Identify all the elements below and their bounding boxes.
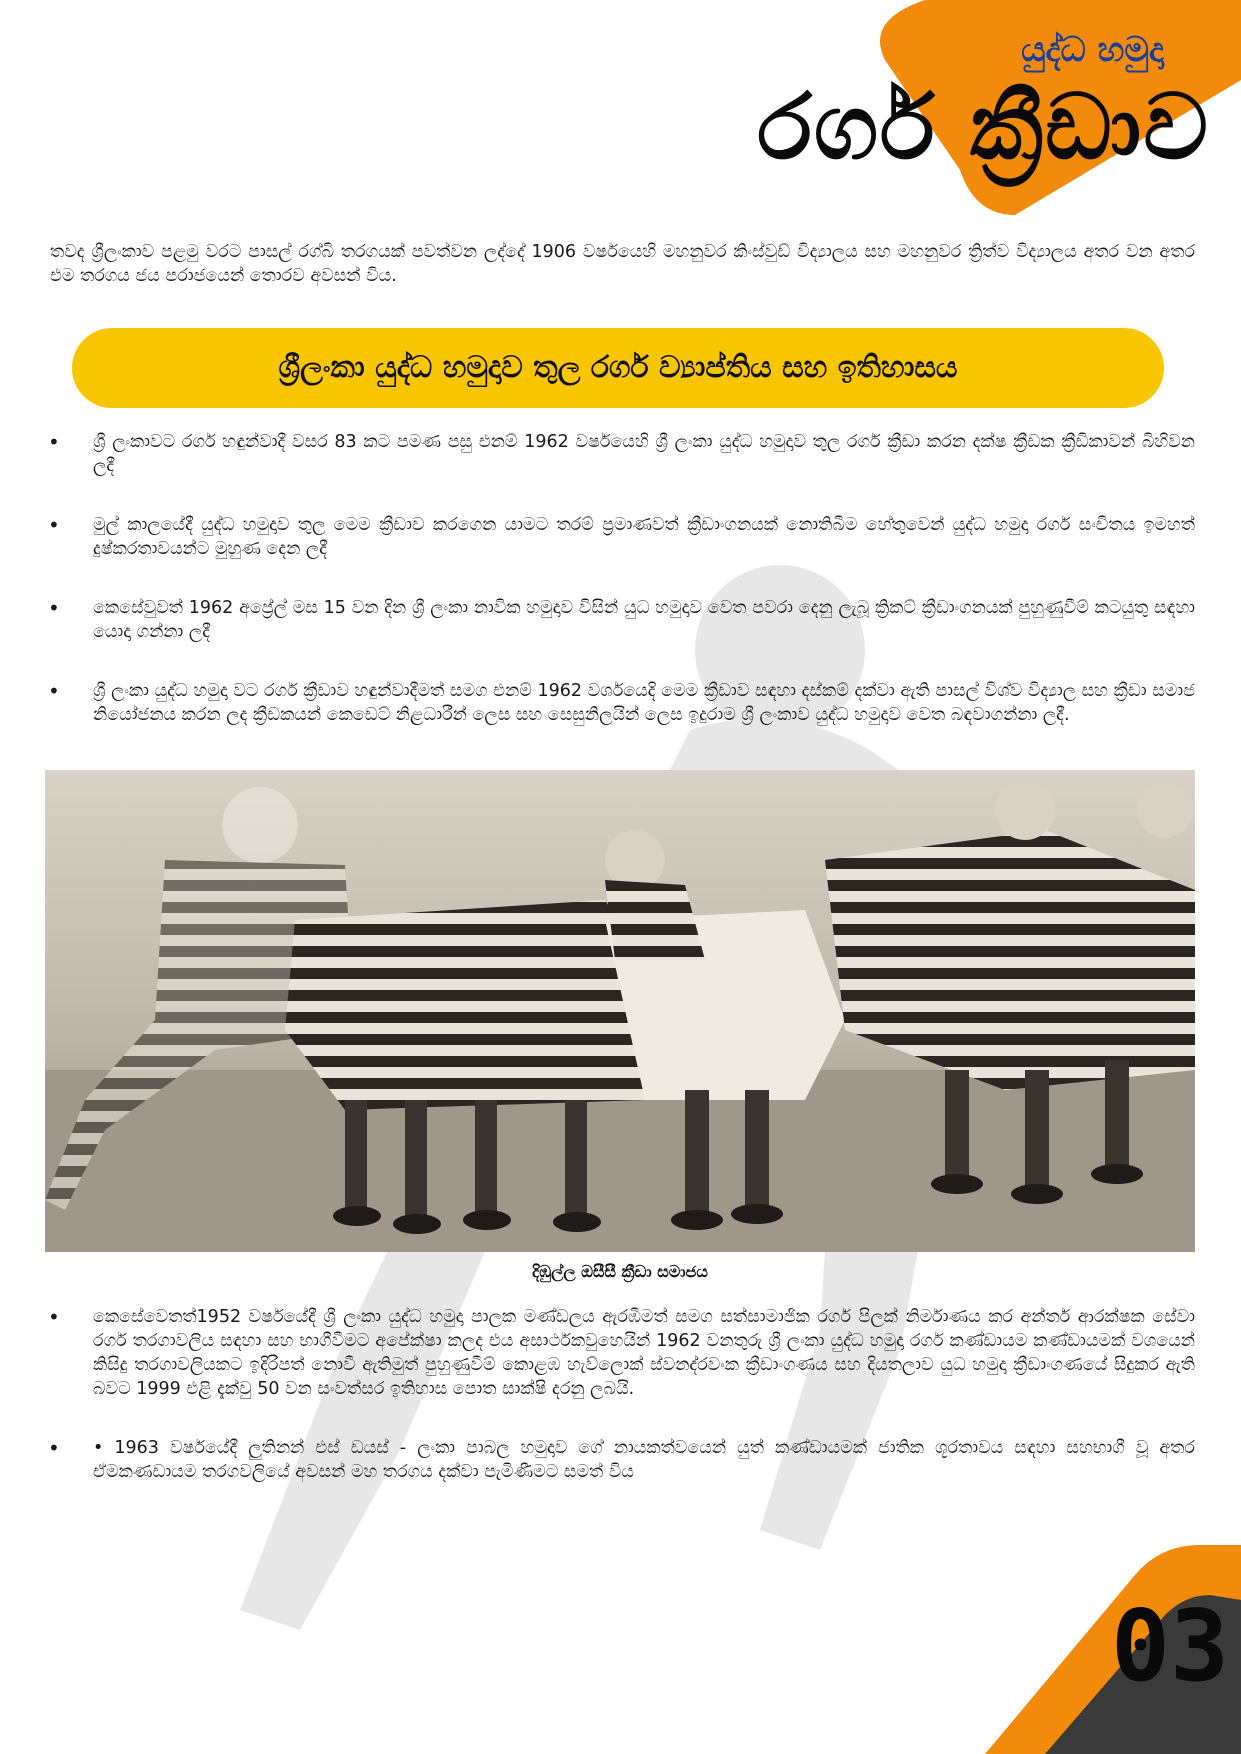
bullet-icon: •	[48, 679, 60, 703]
list-item-text: මුල් කාලයේදී යුද්ධ හමුදාව තුල මෙම ක්‍රීඩාව කරගෙන යාමට තරම් ප්‍රමාණවත් ක්‍රීඩාංගනයක් නොතිබීම හේතුවෙන් යුද්ධ හමුදා රගර් සංචිතය ඉමහත් දුෂ්කරතාවයන්ට මුහුණ දෙන ලදී	[93, 515, 1195, 559]
list-item	[48, 430, 1195, 478]
list-item	[48, 1305, 1195, 1401]
bullet-icon: •	[48, 1305, 60, 1329]
intro-paragraph: තවද ශ්‍රීලංකාව පළමු වරට පාසල් රග්බි තරගයක් පවත්වන ලද්දේ 1906 වර්ෂයෙහි මහනුවර කිංස්වුඩ් විද්‍යාලය සහ මහනුවර ත්‍රිත්ව විද්‍යාලය අතර වන අතර එම තරගය ජය පරාජයෙන් තොරව අවසන් විය.	[50, 242, 1195, 286]
list-item-text: කෙසේවුවත් 1962 අප්‍රේල් මස 15 වන දින ශ්‍රී ලංකා නාවික හමුදාව විසින් යුධ හමුදාව වෙත පවරා දෙනු ලැබූ ක්‍රිකට් ක්‍රීඩාංගනයක් පුහුණුවීම් කටයුතු සඳහා යොදා ගන්නා ලදී	[93, 598, 1195, 642]
bullet-icon: •	[48, 430, 60, 454]
photo-caption: දිඹුල්ල ඔසීසී ක්‍රීඩා සමාජය	[532, 1262, 708, 1281]
list-item-text: කෙසේවෙතත්1952 වර්ෂයේදී ශ්‍රී ලංකා යුද්ධ හමුදා පාලක මණ්ඩලය ඇරඹීමත් සමග සත්සාමාජික රගර් පිලක් නිර්මාණය කර අන්තර් ආරක්ෂක සේවා රගර් තරගාවලිය සඳහා සහ භාගීවීමට අපේක්ෂා කලද එය අසාර්ථකවුහෙයින් 1962 වනතුරු ශ්‍රී ලංකා යුද්ධ හමුදා රගර් කණ්ඩායම කණ්ඩායමක් වශයෙන් කිසිදු තරගාවලියකට ඉදිරිපත් නොවී ඇතිමුත් පුහුණුවීම් කොළඹ හැව්ලොක් ස්වනද්රවංක ක්‍රීඩාංගණය සහ දියතලාව යුධ හමුදා ක්‍රීඩාංගණයේ සිදුකර ඇති බවට 1999 එළි දැක්වු 50 වන සංවත්සර ඉතිහාස පොත සාක්ෂි දරනු ලබයි.	[93, 1307, 1195, 1399]
page-title: රගර් ක්‍රීඩාව	[757, 75, 1210, 180]
bullet-icon: •	[48, 596, 60, 620]
list-item	[48, 679, 1195, 727]
rugby-scrum-photo	[45, 770, 1195, 1252]
later-history-bullet-list	[48, 1305, 1195, 1519]
list-item-text: ශ්‍රී ලංකාවට රගර් හඳුන්වාදී වසර 83 කට පමණ පසු එනම් 1962 වර්ෂයෙහි ශ්‍රී ලංකා යුද්ධ හමුදාව තුල රගර් ක්‍රීඩා කරන දක්ෂ ක්‍රීඩක ක්‍රීඩිකාවන් බිහිවන ලදී	[93, 432, 1195, 476]
section-heading: ශ්‍රීලංකා යුද්ධ හමුදාව තුල රගර් ව්‍යාප්තිය සහ ඉතිහාසය	[278, 350, 958, 385]
list-item	[48, 596, 1195, 644]
list-item-text: ශ්‍රී ලංකා යුද්ධ හමුදා වට රගර් ක්‍රීඩාව හඳුන්වාදීමත් සමග එනම් 1962 වර්ශයෙදි මෙම ක්‍රීඩාව සඳහා දස්කම් දක්වා ඇති පාසල් විශ්ව විද්‍යාල සහ ක්‍රීඩා සමාජ නියෝජනය කරන ලද ක්‍රීඩකයන් කෙඩෙට් නිළධාරීන් ලෙස සහ සෙසුනිලයින් ලෙස ඉදුරාම ශ්‍රී ලංකාව යුද්ධ හමුදාව වෙත බඳවාගන්නා ලදී.	[93, 681, 1195, 725]
list-item-text: • 1963 වර්ෂයේදී ලුතිනන් එස් ඩයස් - ලංකා පාබල හමුදාව ගේ නායකත්වයෙන් යුත් කණ්ඩායමක් ජාතික ශූරතාවය සඳහා සහභාගී වූ අතර ඒමකණඩායම තරගවලියේ අවසන් මහ තරගය දක්වා පැමිණීමට සමත් විය	[93, 1438, 1195, 1482]
header-kicker: යුද්ධ හමුදා	[1021, 30, 1164, 70]
list-item	[48, 513, 1195, 561]
bullet-icon: •	[48, 1436, 60, 1460]
list-item	[48, 1436, 1195, 1484]
bullet-icon: •	[48, 513, 60, 537]
page-number: 03	[1110, 1590, 1229, 1704]
history-bullet-list	[48, 430, 1195, 762]
